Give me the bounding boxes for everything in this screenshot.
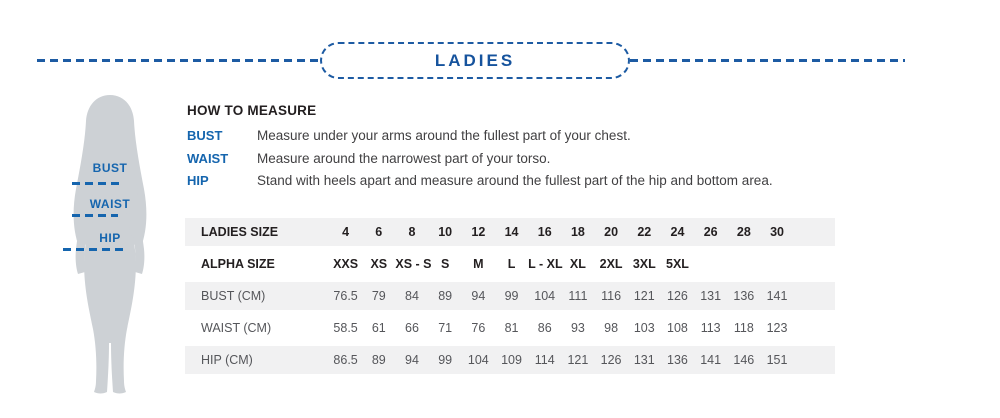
table-cell: L - XL (528, 257, 563, 271)
table-cell: 111 (568, 289, 588, 303)
row-label: ALPHA SIZE (201, 257, 275, 271)
table-cell: 20 (604, 225, 619, 239)
table-cell: 93 (570, 321, 585, 335)
how-to-measure-section (187, 103, 877, 193)
figure-bust-label: BUST (92, 161, 128, 175)
dashed-line-left (37, 59, 320, 62)
hip-measure-line-icon (63, 248, 125, 251)
section-header (37, 42, 905, 79)
table-cell: 89 (438, 289, 453, 303)
table-cell: 58.5 (333, 321, 358, 335)
table-cell: 114 (534, 353, 555, 367)
table-cell: 131 (633, 353, 655, 367)
table-cell: 141 (766, 289, 788, 303)
table-cell: 76.5 (333, 289, 358, 303)
row-label: WAIST (CM) (201, 321, 272, 335)
table-cell: 61 (371, 321, 386, 335)
measure-item-bust (187, 125, 877, 148)
table-cell: 146 (733, 353, 755, 367)
table-cell: 22 (637, 225, 652, 239)
table-cell: 126 (600, 353, 622, 367)
table-cell: 5XL (666, 257, 689, 271)
table-cell: 89 (371, 353, 386, 367)
table-cell: 10 (438, 225, 453, 239)
table-cell: 4 (342, 225, 350, 239)
row-label: HIP (CM) (201, 353, 253, 367)
table-row-ladies-size (185, 218, 835, 246)
table-cell: 86.5 (333, 353, 358, 367)
table-cell: 109 (501, 353, 522, 367)
table-cell: 71 (438, 321, 453, 335)
table-row-waist-cm (185, 314, 835, 342)
table-cell: L (507, 257, 516, 271)
bust-measure-line-icon (72, 182, 119, 185)
table-cell: 84 (405, 289, 419, 303)
table-cell: M (473, 257, 484, 271)
table-cell: 26 (703, 225, 718, 239)
table-cell: 98 (604, 321, 619, 335)
table-cell: 6 (375, 225, 383, 239)
table-cell: 8 (408, 225, 416, 239)
table-cell: 141 (700, 353, 722, 367)
measure-item-waist (187, 148, 877, 171)
measure-description: Stand with heels apart and measure around the fullest part of the hip and bottom area. (257, 173, 773, 188)
table-cell: 16 (537, 225, 552, 239)
table-cell: 79 (371, 289, 386, 303)
table-cell: 123 (766, 321, 788, 335)
table-cell: 28 (736, 225, 751, 239)
table-cell: 118 (733, 321, 754, 335)
table-cell: 116 (601, 289, 622, 303)
table-cell: 121 (633, 289, 655, 303)
table-row-bust-cm (185, 282, 835, 310)
table-cell: 99 (438, 353, 453, 367)
figure-hip-label: HIP (99, 231, 121, 245)
female-silhouette-icon (55, 93, 165, 397)
table-cell: 2XL (599, 257, 623, 271)
table-cell: 108 (667, 321, 688, 335)
figure-waist-label: WAIST (89, 197, 131, 211)
how-to-measure-title: HOW TO MEASURE (187, 103, 317, 118)
table-cell: 30 (770, 225, 784, 239)
table-cell: S (440, 257, 450, 271)
table-cell: 121 (567, 353, 589, 367)
table-cell: XL (569, 257, 586, 271)
table-cell: 99 (504, 289, 519, 303)
measure-description: Measure under your arms around the fullest part of your chest. (257, 128, 631, 143)
table-cell: 126 (667, 289, 688, 303)
female-silhouette-figure (55, 93, 165, 397)
row-label: BUST (CM) (201, 289, 266, 303)
row-label: LADIES SIZE (201, 225, 279, 239)
table-cell: 136 (733, 289, 755, 303)
section-title: LADIES (434, 50, 516, 70)
measure-term: WAIST (187, 150, 229, 166)
table-cell: 3XL (632, 257, 656, 271)
table-cell: 18 (570, 225, 585, 239)
ladies-badge (320, 42, 630, 79)
waist-measure-line-icon (72, 214, 118, 217)
table-cell: 136 (667, 353, 688, 367)
table-cell: 131 (700, 289, 722, 303)
measure-term: BUST (187, 128, 223, 143)
table-cell: 94 (471, 289, 486, 303)
table-cell: XXS (333, 257, 359, 271)
table-cell: 76 (471, 321, 486, 335)
table-cell: 66 (405, 321, 419, 335)
table-cell: 113 (700, 321, 721, 335)
table-cell: XS - S (395, 257, 432, 271)
measure-description: Measure around the narrowest part of your torso. (257, 150, 551, 166)
table-cell: 81 (504, 321, 519, 335)
table-cell: 104 (467, 353, 489, 367)
table-cell: 94 (405, 353, 419, 367)
table-row-hip-cm (185, 346, 835, 374)
table-cell: 24 (670, 225, 685, 239)
table-cell: 103 (633, 321, 655, 335)
table-cell: 104 (534, 289, 556, 303)
table-cell: 14 (504, 225, 519, 239)
table-cell: 86 (537, 321, 552, 335)
measure-item-hip (187, 170, 877, 193)
dashed-line-right (630, 59, 905, 62)
table-cell: 12 (471, 225, 486, 239)
measure-term: HIP (187, 173, 209, 188)
table-cell: 151 (766, 353, 788, 367)
table-row-alpha-size (185, 250, 835, 278)
size-table (185, 218, 835, 378)
table-cell: XS (370, 257, 388, 271)
